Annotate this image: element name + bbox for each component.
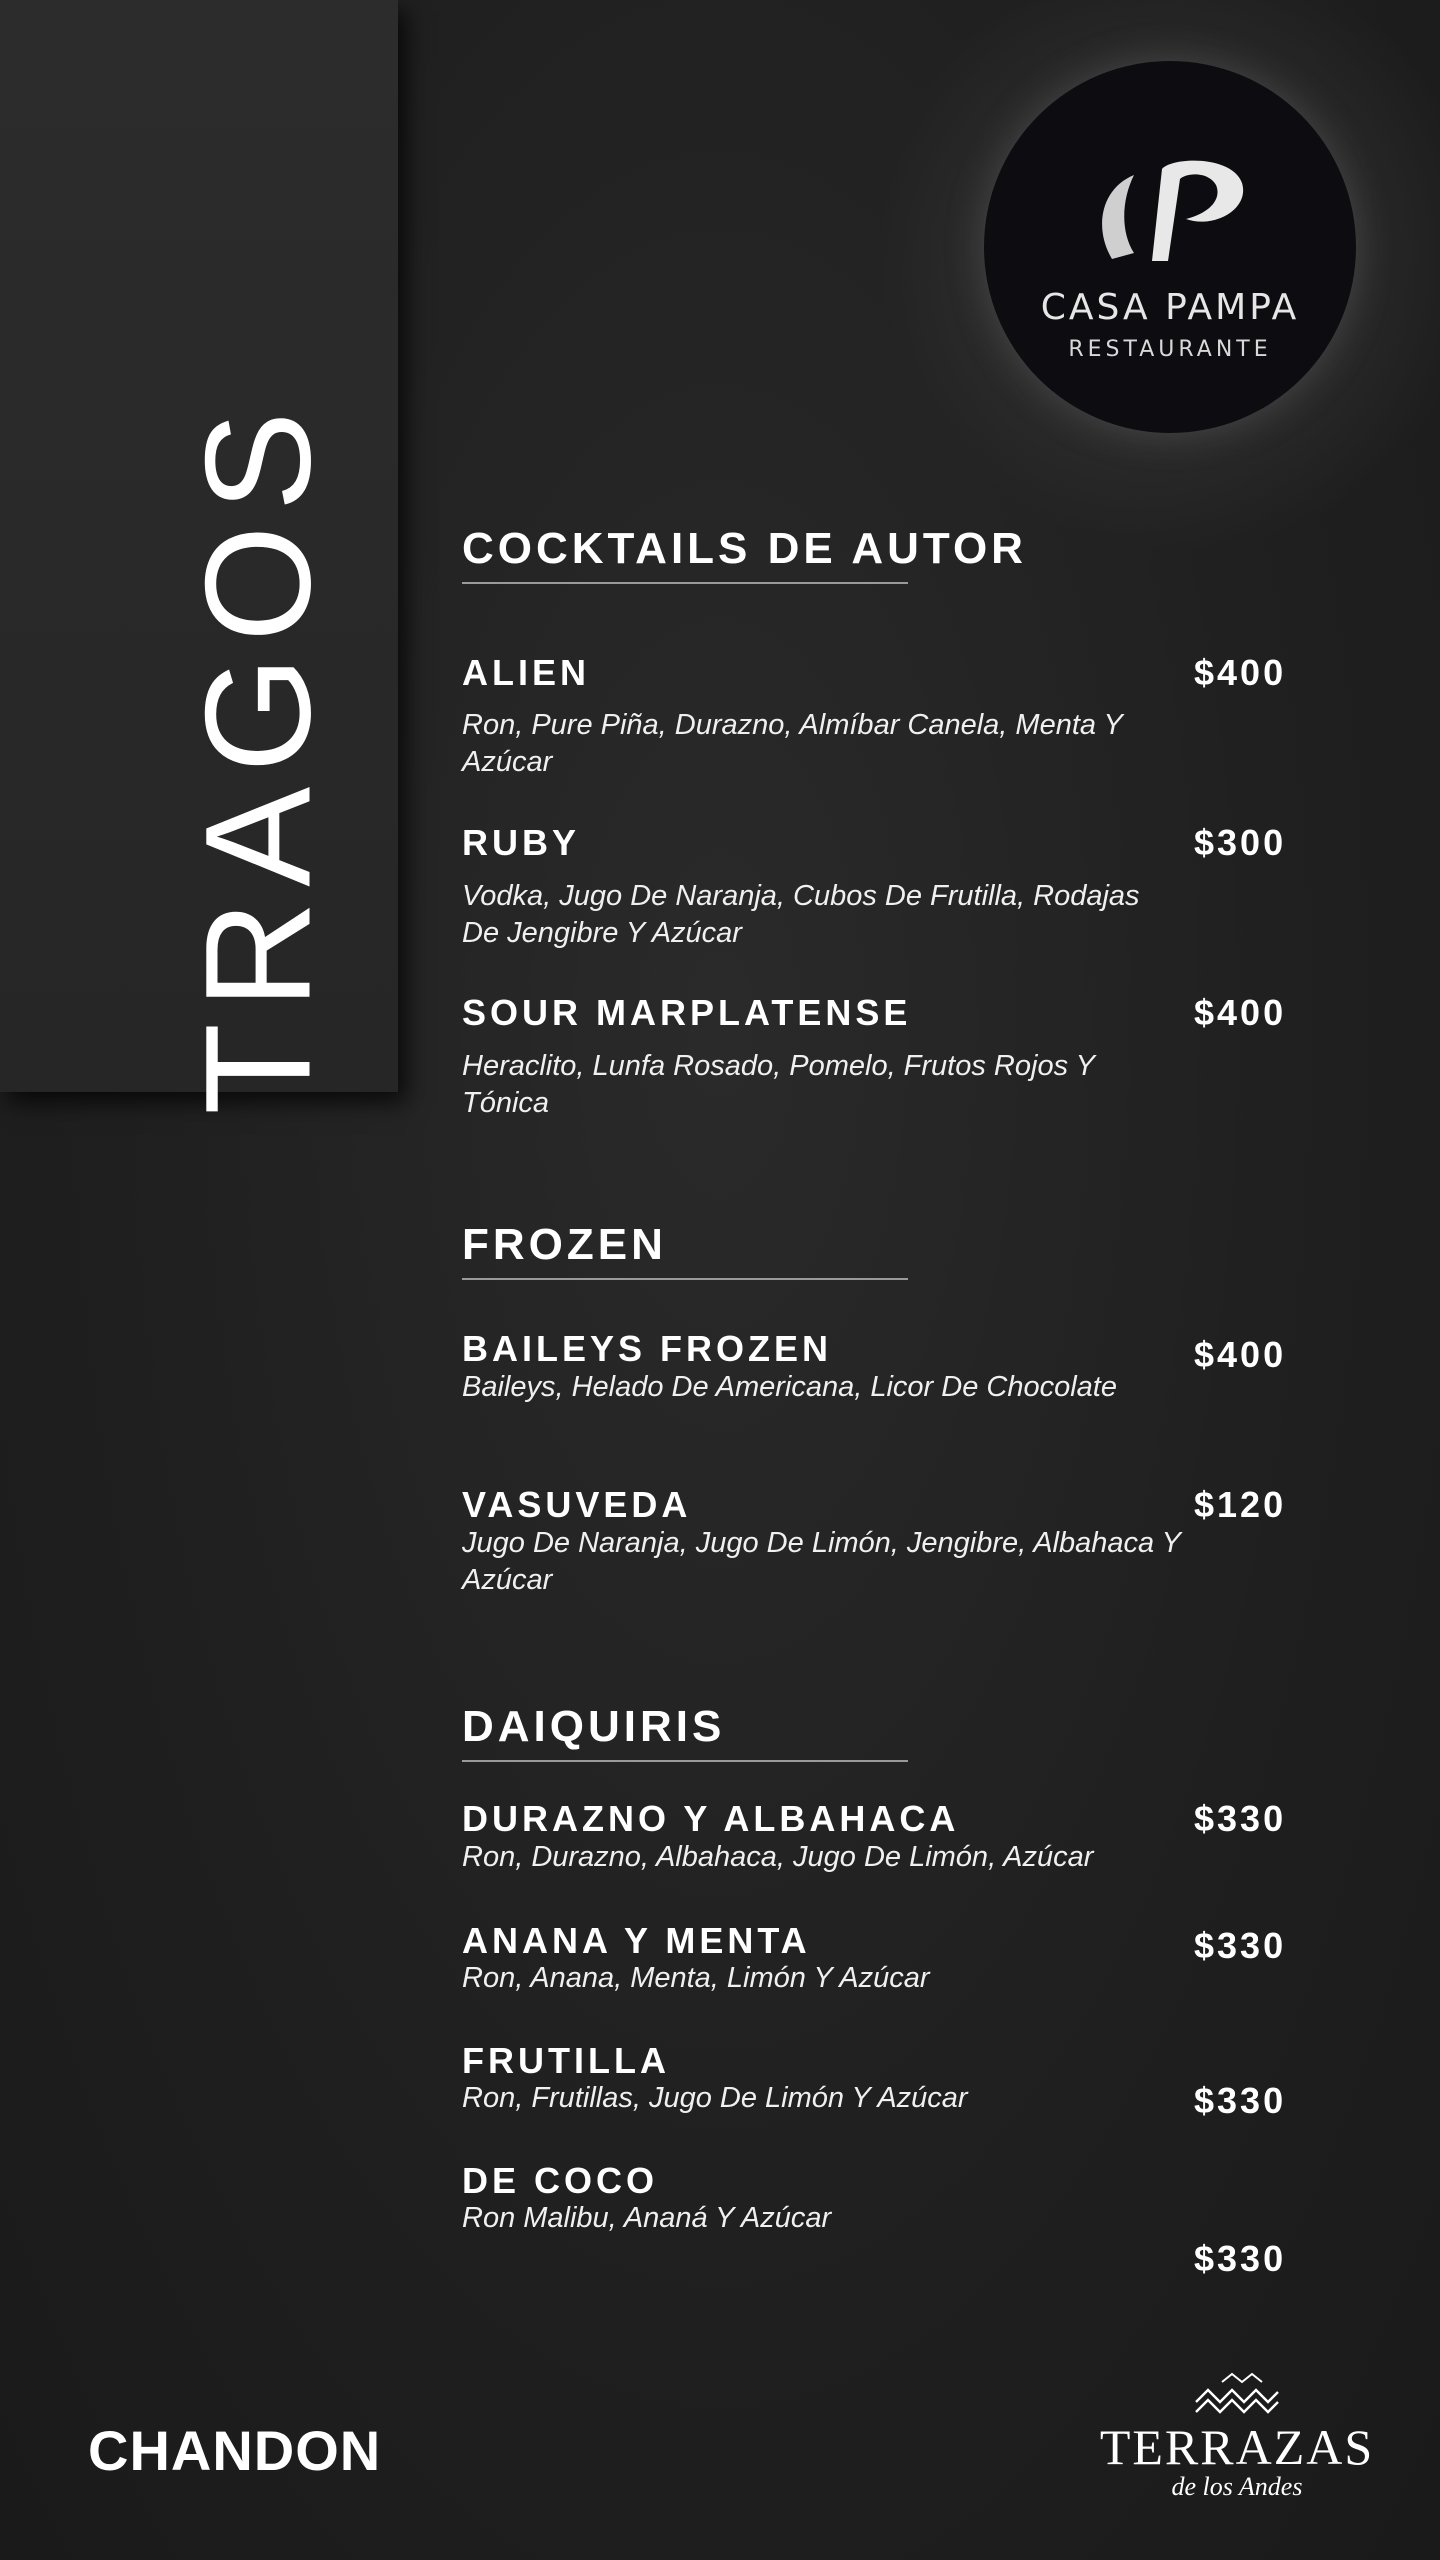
terrazas-subtitle: de los Andes	[1171, 2472, 1303, 2501]
menu-item-price: $330	[1194, 1925, 1287, 1966]
menu-item-name: BAILEYS FROZEN	[462, 1328, 833, 1369]
chandon-logo: CHANDON	[88, 2419, 382, 2482]
menu-item-price: $400	[1194, 1334, 1287, 1375]
menu-item-description: Ron, Durazno, Albahaca, Jugo De Limón, Azúcar	[462, 1841, 1094, 1873]
section-title-cocktails: COCKTAILS DE AUTOR	[462, 524, 1027, 573]
mountain-icon	[1192, 2372, 1282, 2416]
menu-item-name: FRUTILLA	[462, 2040, 670, 2081]
menu-item-price: $400	[1194, 992, 1287, 1033]
menu-item-description: Baileys, Helado De Americana, Licor De Chocolate	[462, 1371, 1117, 1403]
terrazas-logo	[1094, 2364, 1380, 2504]
menu-item-price: $300	[1194, 822, 1287, 863]
terrazas-name: TERRAZAS	[1099, 2419, 1375, 2475]
page-title: TRAGOS	[173, 397, 342, 1115]
menu-item-name: SOUR MARPLATENSE	[462, 992, 912, 1033]
restaurant-logo	[984, 61, 1356, 433]
section-divider	[462, 1278, 908, 1280]
logo-mark-icon	[1082, 149, 1258, 269]
menu-item-description: Ron Malibu, Ananá Y Azúcar	[462, 2202, 832, 2234]
menu-item-name: VASUVEDA	[462, 1484, 692, 1525]
menu-item-description: Ron, Frutillas, Jugo De Limón Y Azúcar	[462, 2082, 968, 2114]
menu-item-description: Ron, Anana, Menta, Limón Y Azúcar	[462, 1962, 930, 1994]
menu-item-price: $330	[1194, 2080, 1287, 2121]
menu-item-name: DE COCO	[462, 2160, 659, 2201]
menu-item-name: ALIEN	[462, 652, 590, 693]
menu-item-name: DURAZNO Y ALBAHACA	[462, 1798, 960, 1839]
menu-item-name: ANANA Y MENTA	[462, 1920, 811, 1961]
menu-item-price: $120	[1194, 1484, 1287, 1525]
menu-item-price: $400	[1194, 652, 1287, 693]
menu-item-price: $330	[1194, 1798, 1287, 1839]
logo-name: CASA PAMPA	[1040, 287, 1300, 328]
menu-item-description: Ron, Pure Piña, Durazno, Almíbar Canela, Menta Y Azúcar	[462, 709, 1123, 778]
menu-item-description: Vodka, Jugo De Naranja, Cubos De Frutilla, Rodajas De Jengibre Y Azúcar	[462, 880, 1140, 949]
menu-item-price: $330	[1194, 2238, 1287, 2279]
section-divider	[462, 582, 908, 584]
section-title-frozen: FROZEN	[462, 1220, 667, 1269]
section-title-daiquiris: DAIQUIRIS	[462, 1702, 726, 1751]
menu-item-name: RUBY	[462, 822, 581, 863]
menu-item-description: Heraclito, Lunfa Rosado, Pomelo, Frutos Rojos Y Tónica	[462, 1050, 1095, 1119]
menu-item-description: Jugo De Naranja, Jugo De Limón, Jengibre, Albahaca Y Azúcar	[462, 1527, 1181, 1596]
logo-subtitle: RESTAURANTE	[1068, 337, 1272, 362]
section-divider	[462, 1760, 908, 1762]
